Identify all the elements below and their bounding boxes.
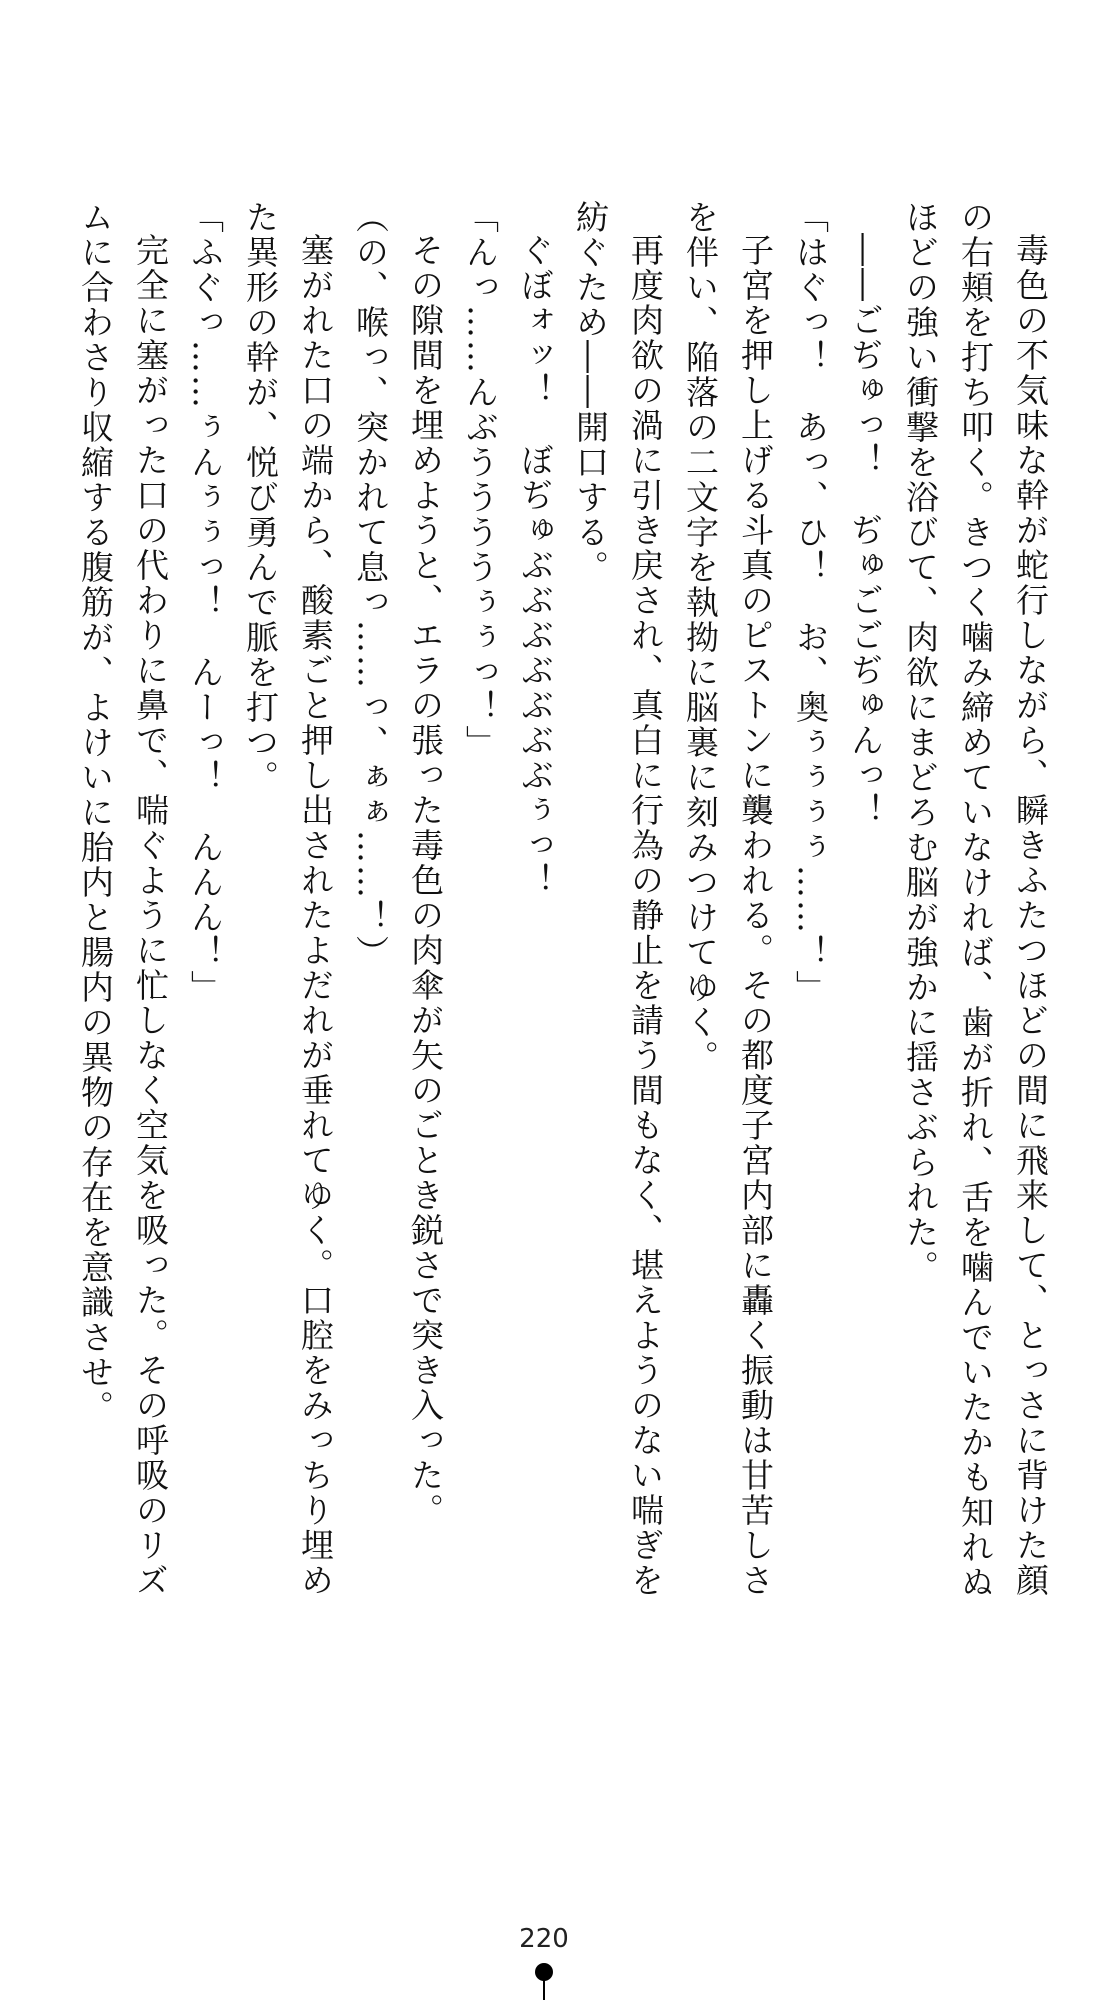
vertical-text-body (68, 200, 1058, 1720)
text-line: 「んっ……んぶううううぅぅっ！」 (461, 200, 500, 760)
page-number: 220 (519, 1924, 569, 1954)
text-line: 塞がれた口の端から、酸素ごと押し出されたよだれが垂れてゆく。口腔をみっちり埋め (296, 233, 335, 1598)
text-line: 「ふぐっ……ぅんぅぅっ！ んーっ！ んんん！」 (186, 200, 225, 1005)
text-line: を伴い、陥落の二文字を執拗に脳裏に刻みつけてゆく。 (681, 200, 720, 1075)
text-line: （の、喉っ、突かれて息っ……っ、ぁぁ……！） (351, 200, 390, 970)
text-line: ほどの強い衝撃を浴びて、肉欲にまどろむ脳が強かに揺さぶられた。 (901, 200, 940, 1285)
text-line: 再度肉欲の渦に引き戻され、真白に行為の静止を請う間もなく、堪えようのない喘ぎを (626, 233, 665, 1598)
text-line: 子宮を押し上げる斗真のピストンに襲われる。その都度子宮内部に轟く振動は甘苦しさ (736, 233, 775, 1598)
text-line: その隙間を埋めようと、エラの張った毒色の肉傘が矢のごとき鋭さで突き入った。 (406, 233, 445, 1528)
text-line: た異形の幹が、悦び勇んで脈を打つ。 (241, 200, 280, 795)
text-line: ――ごぢゅっ！ ぢゅごごぢゅんっ！ (846, 233, 885, 828)
text-line: 完全に塞がった口の代わりに鼻で、喘ぐように忙しなく空気を吸った。その呼吸のリズ (131, 233, 170, 1598)
text-line: 「はぐっ！ あっ、ひ！ お、奥ぅぅぅぅ……！」 (791, 200, 830, 1005)
text-line: 毒色の不気味な幹が蛇行しながら、瞬きふたつほどの間に飛来して、とっさに背けた顔 (1011, 233, 1050, 1598)
text-line: ぐぼォッ！ ぼぢゅぶぶぶぶぶぶぶぅっ！ (516, 233, 555, 898)
text-line: 紡ぐため――開口する。 (571, 200, 610, 585)
text-line: の右頬を打ち叩く。きつく噛み締めていなければ、歯が折れ、舌を噛んでいたかも知れぬ (956, 200, 995, 1600)
text-line: ムに合わさり収縮する腹筋が、よけいに胎内と腸内の異物の存在を意識させ。 (76, 200, 115, 1425)
page-marker-pin-icon (534, 1963, 554, 2000)
